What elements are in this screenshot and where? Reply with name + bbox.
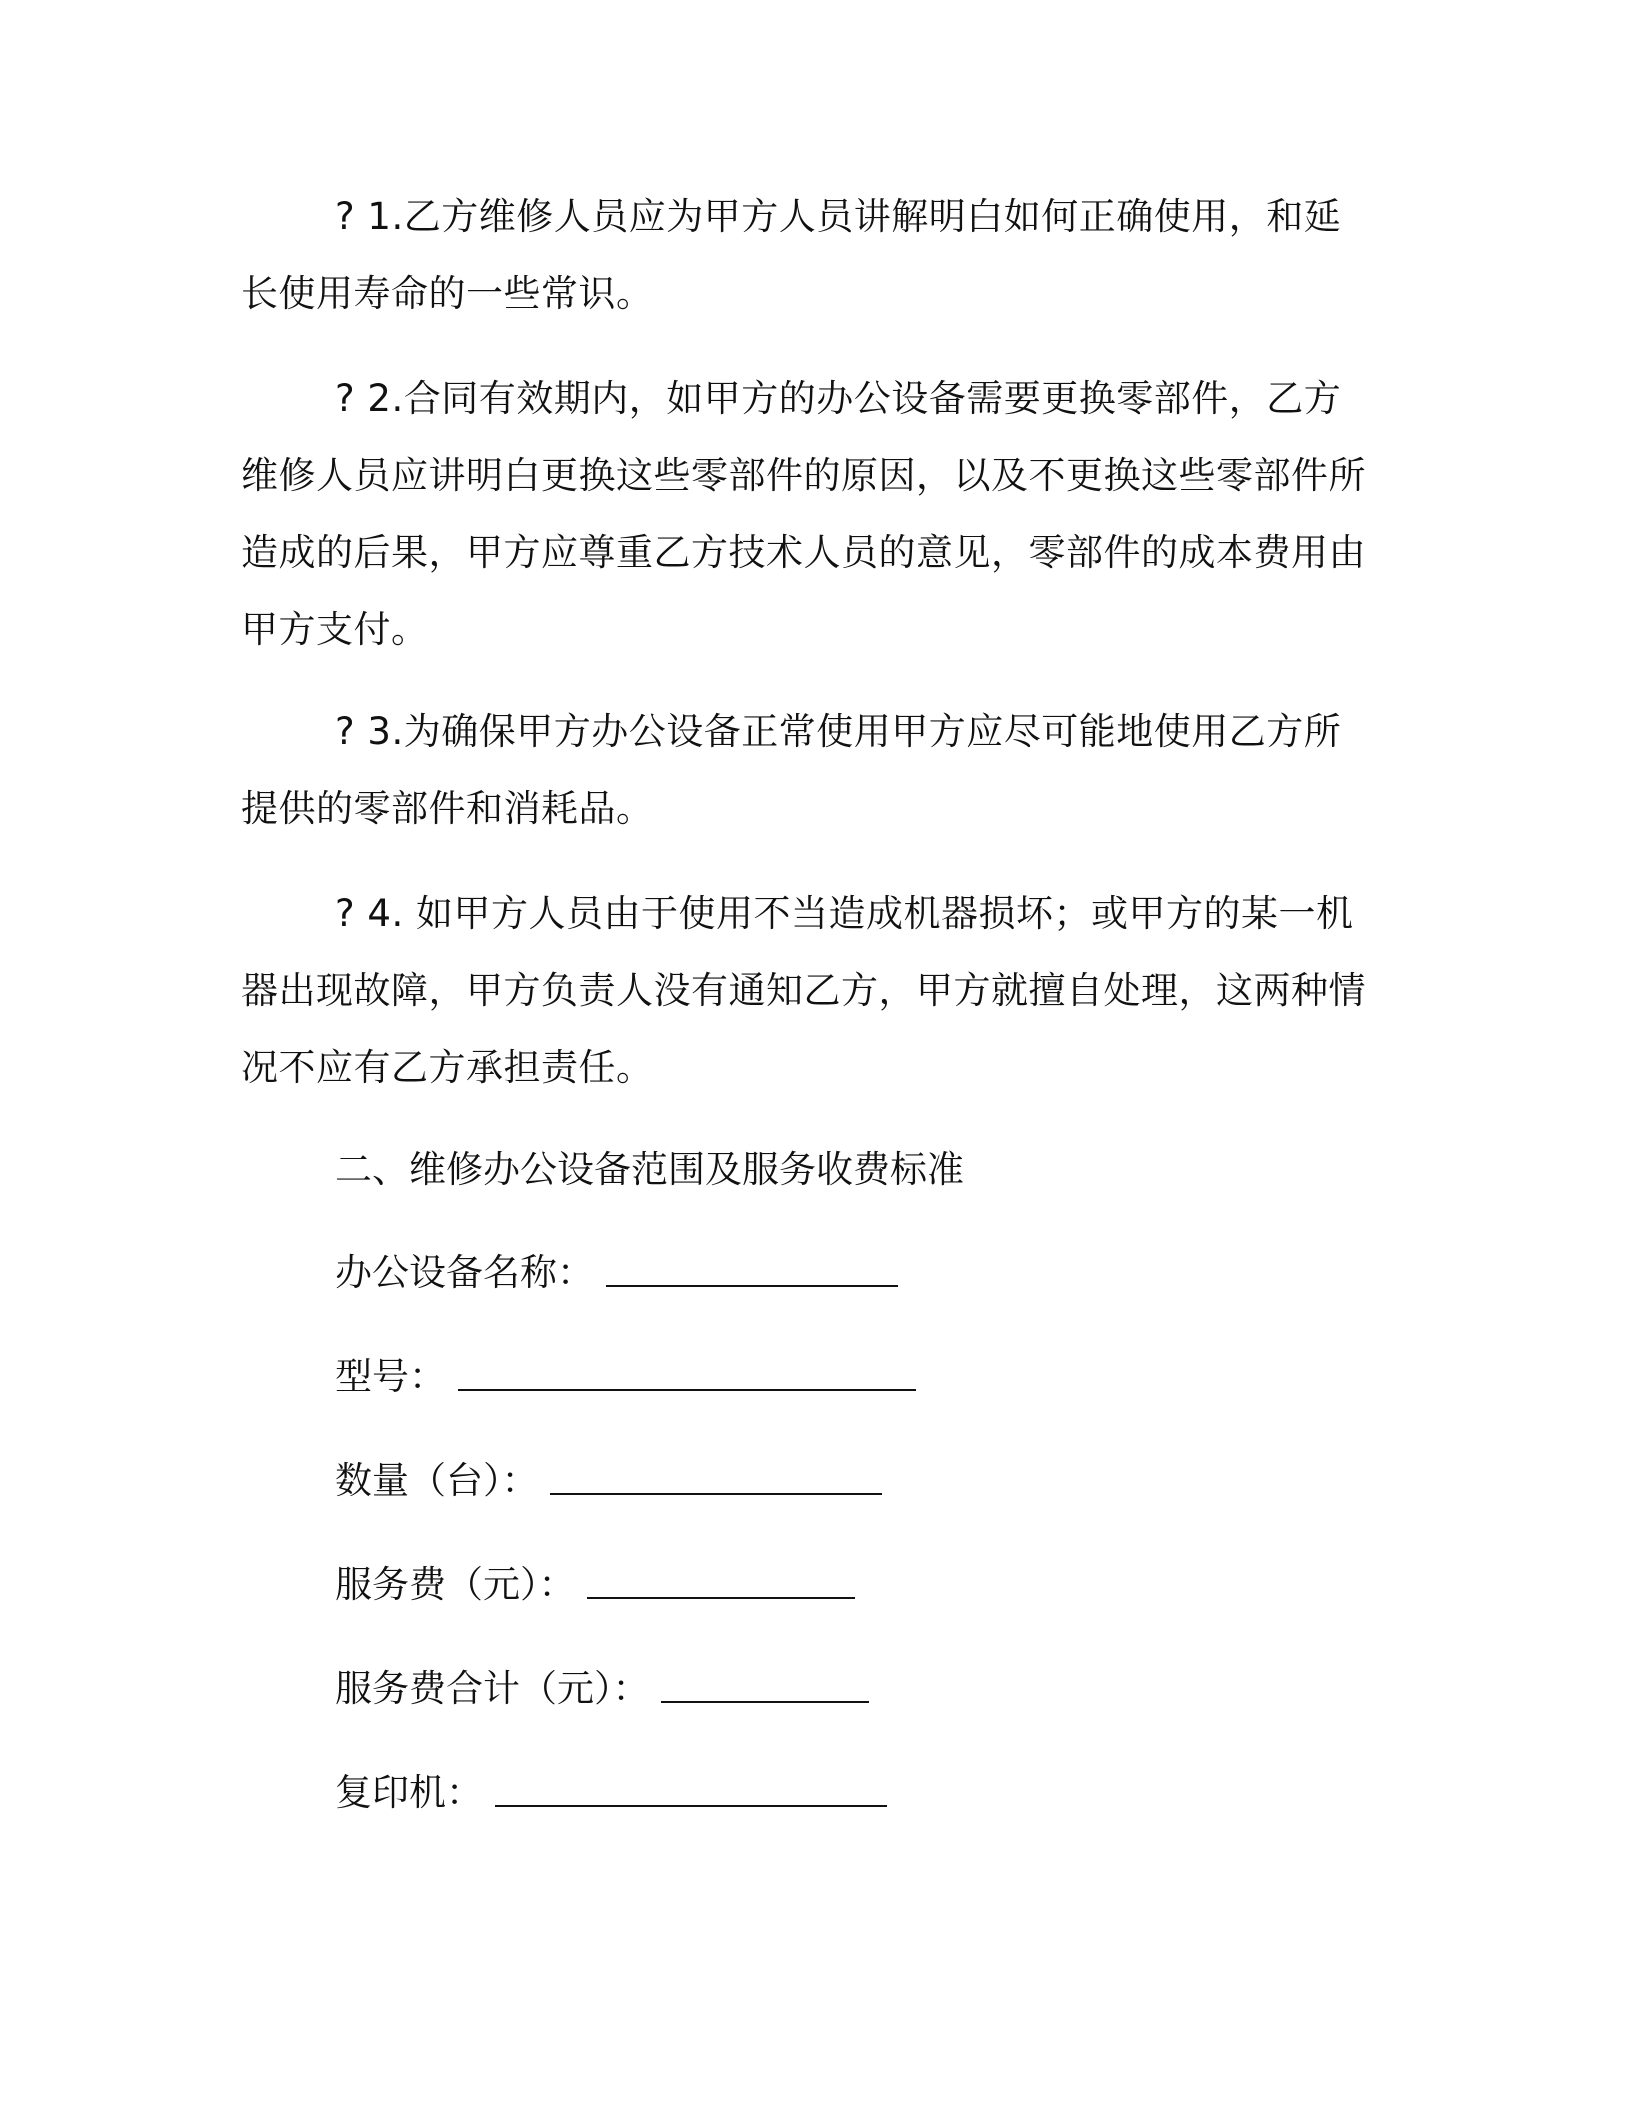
clause-paragraph-2: ? 2.合同有效期内，如甲方的办公设备需要更换零部件，乙方维修人员应讲明白更换这些零部件的原因，以及不更换这些零部件所造成的后果，甲方应尊重乙方技术人员的意见，零部件的成本费用由甲方支付。 [241, 377, 1366, 651]
field-model [335, 1338, 916, 1415]
field-label: 复印机： [335, 1771, 483, 1814]
field-label: 数量（台）： [335, 1459, 539, 1502]
field-service-fee-total [335, 1650, 869, 1727]
field-label: 服务费（元）： [335, 1563, 576, 1606]
clause-paragraph-3: ? 3.为确保甲方办公设备正常使用甲方应尽可能地使用乙方所提供的零部件和消耗品。 [241, 710, 1342, 830]
fill-in-blank[interactable] [606, 1255, 898, 1287]
fill-in-blank[interactable] [458, 1359, 916, 1391]
field-label: 办公设备名称： [335, 1251, 594, 1294]
field-equipment-name [335, 1234, 898, 1311]
fill-in-blank[interactable] [495, 1775, 887, 1807]
fill-in-blank[interactable] [661, 1671, 869, 1703]
section-heading: 二、维修办公设备范围及服务收费标准 [335, 1148, 964, 1191]
field-label: 型号： [335, 1355, 446, 1398]
fill-in-blank[interactable] [587, 1567, 855, 1599]
field-label: 服务费合计（元）： [335, 1667, 650, 1710]
field-copier [335, 1754, 887, 1831]
clause-paragraph-1: ? 1.乙方维修人员应为甲方人员讲解明白如何正确使用，和延长使用寿命的一些常识。 [241, 195, 1342, 315]
clause-paragraph-4: ? 4. 如甲方人员由于使用不当造成机器损坏；或甲方的某一机器出现故障，甲方负责人没有通知乙方，甲方就擅自处理，这两种情况不应有乙方承担责任。 [241, 892, 1366, 1089]
fill-in-blank[interactable] [550, 1463, 882, 1495]
field-service-fee [335, 1546, 855, 1623]
field-quantity [335, 1442, 882, 1519]
